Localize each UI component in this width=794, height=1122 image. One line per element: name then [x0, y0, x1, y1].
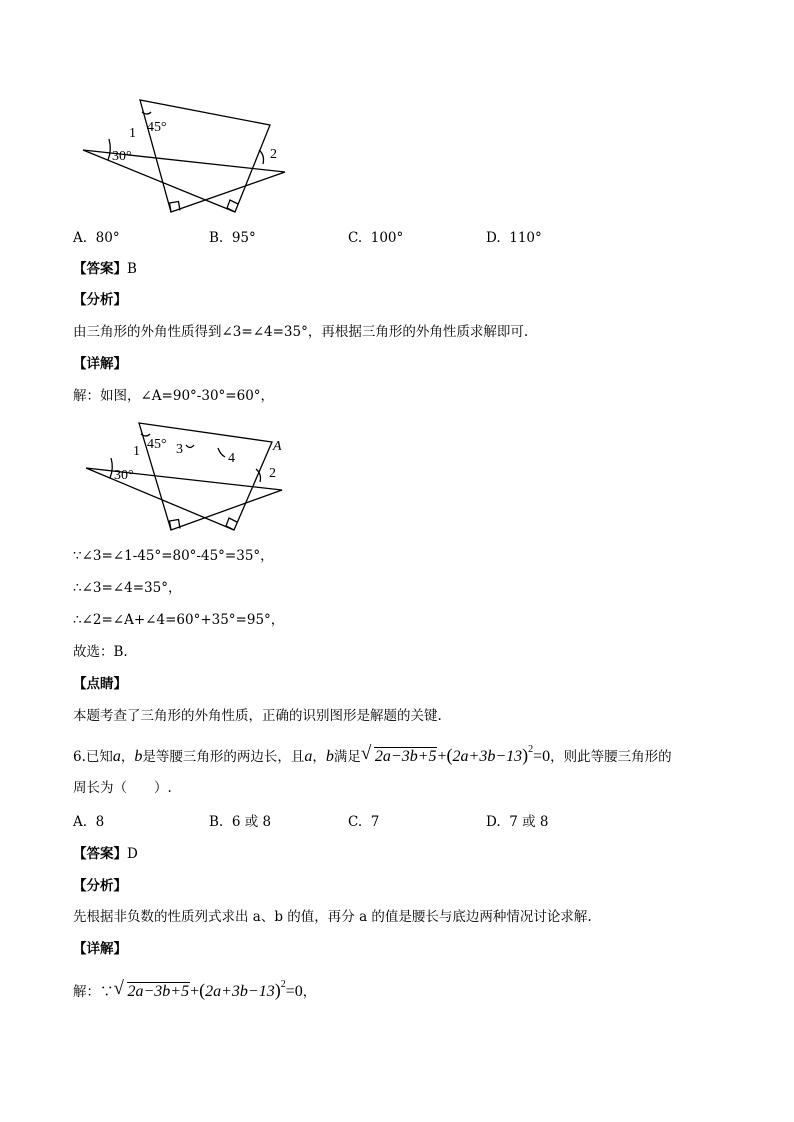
fig2-label-1: 1 — [133, 444, 140, 459]
fig2-label-2: 2 — [269, 466, 276, 481]
fig1-arc-30 — [108, 139, 110, 160]
fig2-arc-45 — [141, 434, 150, 436]
fig2-label-4: 4 — [228, 451, 235, 466]
fig1-label-30: 30° — [112, 149, 132, 164]
q5-step3: ∴∠2=∠A+∠4=60°+35°=95°， — [73, 612, 285, 628]
q6-option-d: D. 7 或 8 — [486, 814, 549, 830]
q5-answer: 【答案】B — [73, 261, 137, 277]
q5-option-c: C. 100° — [348, 230, 404, 246]
fig2-arc-4 — [218, 448, 225, 457]
q5-analysis-text: 由三角形的外角性质得到∠3=∠4=35°，再根据三角形的外角性质求解即可. — [73, 324, 529, 340]
fig2-label-3: 3 — [176, 442, 183, 457]
q5-option-a: A. 80° — [73, 230, 120, 246]
fig2-label-a: A — [273, 439, 282, 454]
q5-comment-tag: 【点睛】 — [73, 676, 127, 692]
q5-choice: 故选：B. — [73, 644, 128, 660]
fig1-label-1: 1 — [129, 126, 136, 141]
q5-option-d: D. 110° — [486, 230, 542, 246]
q6-option-c: C. 7 — [348, 814, 380, 830]
fig2-arc-3 — [186, 445, 194, 448]
q5-analysis-tag: 【分析】 — [73, 292, 127, 308]
q6-detail-line1: 解：∵ √ $2a-3b+5+(2a+3b-13)^2=0$， — [73, 978, 317, 1000]
fig1-arc-45 — [142, 112, 151, 114]
figure-2 — [78, 420, 298, 535]
q6-detail-radical: √ 2a−3b+5 — [113, 978, 190, 1000]
q5-step2: ∴∠3=∠4=35°， — [73, 580, 182, 596]
q6-stem: 6.已知a，b是等腰三角形的两边长，且a，b满足 √ $2a-3b+5+(2a+3b-13)^2=0$，则此等腰三角形的 — [73, 743, 672, 765]
fig1-label-2: 2 — [270, 147, 277, 162]
q6-analysis-text: 先根据非负数的性质列式求出 a、b 的值，再分 a 的值是腰长与底边两种情况讨论求解. — [73, 909, 592, 925]
q6-answer: 【答案】D — [73, 846, 138, 862]
fig2-label-30: 30° — [114, 468, 134, 483]
fig2-label-45: 45° — [147, 437, 167, 452]
q6-stem-line2: 周长为（ ）. — [73, 780, 172, 796]
q5-comment-text: 本题考查了三角形的外角性质，正确的识别图形是解题的关键. — [73, 708, 442, 724]
q6-detail-tag: 【详解】 — [73, 941, 127, 957]
q6-radical: √ 2a−3b+5 — [360, 743, 437, 765]
fig1-label-45: 45° — [147, 120, 167, 135]
q5-step1: ∵∠3=∠1-45°=80°-45°=35°， — [73, 548, 274, 564]
q6-analysis-tag: 【分析】 — [73, 878, 127, 894]
q5-detail-line1: 解：如图，∠A=90°-30°=60°， — [73, 388, 275, 404]
fig2-arc-30 — [110, 458, 112, 478]
q6-option-a: A. 8 — [73, 814, 105, 830]
q5-detail-tag: 【详解】 — [73, 356, 127, 372]
q5-option-b: B. 95° — [209, 230, 256, 246]
figure-1 — [75, 92, 295, 222]
q6-option-b: B. 6 或 8 — [209, 814, 272, 830]
